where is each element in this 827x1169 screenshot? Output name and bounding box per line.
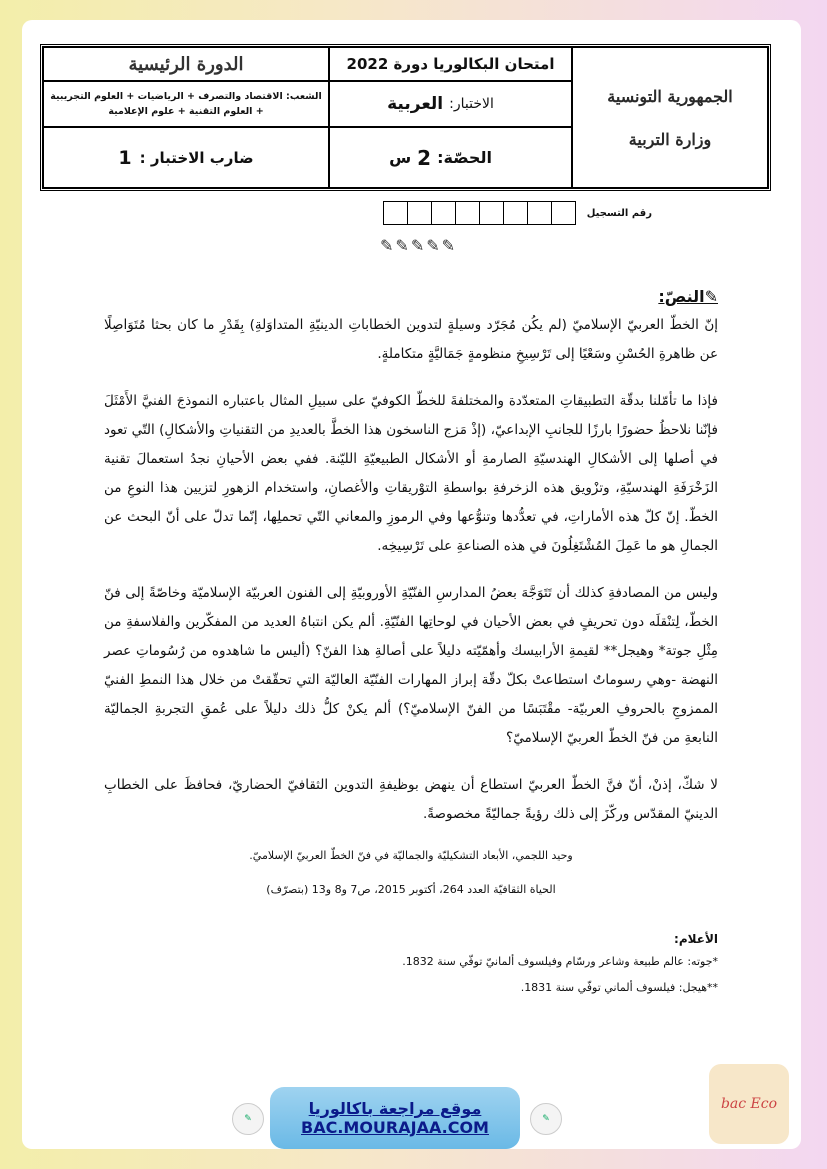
glossary-item-goethe: *جوته: عالم طبيعة وشاعر ورسّام وفيلسوف ألمانيّ توفّي سنة 1832. xyxy=(402,955,718,968)
reg-box[interactable] xyxy=(455,201,480,225)
site-logo-icon: ✎ xyxy=(232,1103,264,1135)
paragraph-3: وليس من المصادفةِ كذلك أن تَتَوَجَّهَ بعضُ المدارسِ الفنّيّةِ الأوروبيّةِ إلى الفنون العربيّة الإسلاميّة وخاصّةً إلى فنّ الخطّ، لِتنْقلَه دون تحريفٍ في بعض الأحيان في لوحاتِها الفنّيّةِ. ألم يكن انتباهُ العديد من المفكّرين والفلاسفةِ من مِثْلِ جوتة* وهيجل** لقيمةِ الأرابيسك وأهمّيّته دليلاً على أصالةِ هذا الفنّ؟ (أليس ما شاهدوه من رُسُوماتِ عصر النهضة -وهي رسوماتٌ استطاعتْ بكلّ دقّة إبراز المهارات الفنّيّة العاليّة التي تحقّقتْ من خلال هذا النمطِ الفنيّ الممزوجِ بالحروفِ العربيّة- مقْتَبَسًا من الفنّ الإسلاميّ؟) ألم يكنْ كلُّ ذلك دليلاً على عُمقِ التجربةِ الجماليّة النابعةِ من فنّ الخطّ العربيّ الإسلاميّ؟ xyxy=(104,585,718,746)
paragraph-4: لا شكّ، إذنْ، أنّ فنَّ الخطّ العربيّ استطاع أن ينهض بوظيفةِ التدوين الثقافيّ الحضاريّ، فحافظَ على الخطابِ الدينيّ المقدّس وركّزَ إلى ذلك رؤيةً جماليّةً مخصوصةً. xyxy=(104,777,718,822)
sections-cell xyxy=(43,81,329,127)
duration-unit: س xyxy=(389,148,412,167)
reg-box[interactable] xyxy=(527,201,552,225)
paragraph-1: إنّ الخطّ العربيّ الإسلاميّ (لم يكُن مُجَرّد وسيلةٍ لتدوين الخطاباتِ الدينيّةِ المتداوَلةِ) بِقَدْرِ ما كان بحثا مُتَوَاصِلًا عن ظاهرةِ الحُسْنِ وسَعْيًا إلى تَرْسِيخِ منظومةٍ جَمَاليَّةٍ متكاملةٍ. xyxy=(104,317,718,362)
site-url[interactable]: BAC.MOURAJAA.COM xyxy=(301,1118,489,1137)
session-title: الدورة الرئيسية xyxy=(43,47,329,81)
ministry-name: وزارة التربية xyxy=(628,129,712,149)
glossary-item-hegel: **هيجل: فيلسوف ألماني توفّي سنة 1831. xyxy=(520,981,718,994)
glossary-title: الأعلام: xyxy=(674,932,718,946)
registration-boxes[interactable] xyxy=(384,201,576,225)
exam-title: امتحان البكالوريا دورة 2022 xyxy=(329,47,572,81)
reg-box[interactable] xyxy=(383,201,408,225)
subject-label: الاختبار: xyxy=(449,96,494,112)
bac-eco-badge: bac Eco xyxy=(709,1064,789,1144)
duration-value: 2 xyxy=(417,145,432,170)
registration-row xyxy=(356,201,652,225)
duration-cell xyxy=(329,127,572,188)
source-publication: الحياة الثقافيّة العدد 264، أكتوبر 2015، ص7 و8 و13 (بتصرّف) xyxy=(266,883,556,896)
sections-line-1: الشعب: الاقتصاد والتصرف + الرياضيات + العلوم التجريبية xyxy=(50,91,322,102)
exam-header-table xyxy=(40,44,771,191)
paragraph-2: فإذا ما تأمّلنا بدقّة التطبيقاتِ المتعدّدة والمختلفةَ للخطّ الكوفيّ على سبيلِ المثال باعتباره النموذجَ الفنيَّ الأَمْثَلَ فإنّنا نلاحظُ حضورًا بارزًا للجانبِ الإبداعيّ، (إذْ مَزج الناسخون هذا الخطَّ بالعديدِ من التقنياتِ والأشكالِ) التّي تعود في أصلها إلى الأشكالِ الهندسيّةِ الصارمةِ أو الأشكال الطبيعيّةِ الليّنة. ففي بعض الأحيانِ نجدُ استعمالَ تقنية الزَخْرَفَةِ الهندسيّةِ، وتزْويق هذه الزخرفةِ بواسطةِ التوْريقاتِ والأغصانِ، واستخدام الزهورِ لتزيين هذا النوعِ من الخطّ. إنّ كلّ هذه الأماراتِ، في تعدُّدها وتنوُّعها وفي الرموزِ والمعاني التّي تحملِها، إنّما تدلّ على أنّ البحث عن الجمالِ هو ما عَمِلَ المُشْتَغِلُونَ في هذه الصناعةِ على تَرْسِيخِه. xyxy=(104,393,718,554)
reg-box[interactable] xyxy=(479,201,504,225)
subject-value: العربية xyxy=(387,94,444,114)
coefficient-label: ضارب الاختبار : xyxy=(139,148,254,167)
reg-box[interactable] xyxy=(503,201,528,225)
republic-cell xyxy=(572,47,768,188)
coefficient-value: 1 xyxy=(118,146,132,169)
pencil-icons: ✎✎✎✎✎ xyxy=(380,236,458,255)
reg-box[interactable] xyxy=(407,201,432,225)
sections-line-2: + العلوم التقنية + علوم الإعلامية xyxy=(108,106,264,117)
source-author: وحيد اللجمي، الأبعاد التشكيليّة والجماليّة في فنّ الخطّ العربيّ الإسلاميّ. xyxy=(249,849,573,862)
text-title: ✎النصّ: xyxy=(658,287,718,306)
reg-box[interactable] xyxy=(551,201,576,225)
exam-text xyxy=(104,282,718,1001)
site-logo-icon: ✎ xyxy=(530,1103,562,1135)
subject-cell xyxy=(329,81,572,127)
coefficient-cell xyxy=(43,127,329,188)
site-banner[interactable] xyxy=(270,1087,520,1149)
republic-name: الجمهورية التونسية xyxy=(607,86,733,106)
site-name-arabic[interactable]: موقع مراجعة باكالوريا xyxy=(308,1099,482,1118)
reg-box[interactable] xyxy=(431,201,456,225)
registration-label: رقم التسجيل xyxy=(586,207,652,219)
duration-label: الحصّة: xyxy=(437,148,492,167)
